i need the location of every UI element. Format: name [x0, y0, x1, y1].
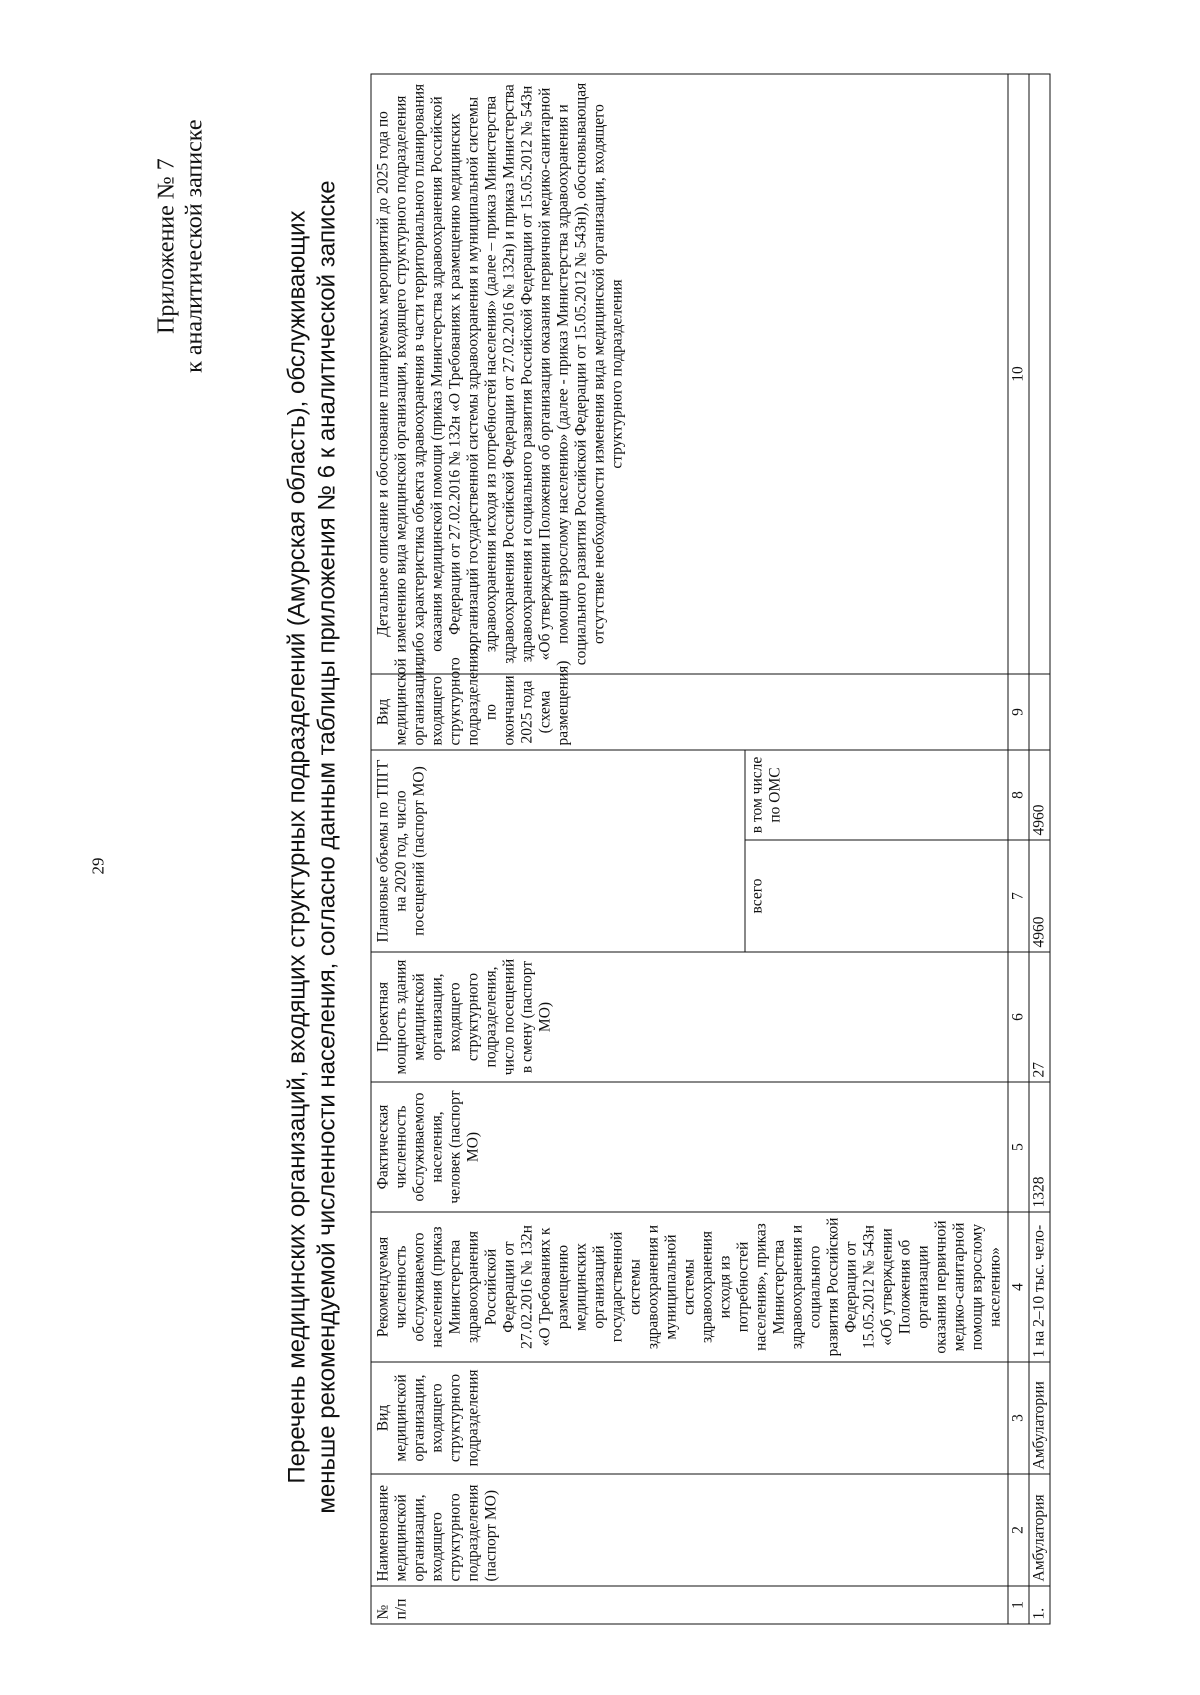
- column-number: 3: [1008, 1362, 1029, 1474]
- header-planned-volumes: Плановые объемы по ТПГГ на 2020 год, число посещений (паспорт МО): [371, 750, 745, 952]
- appendix-subtitle: к аналитической записке: [181, 119, 208, 373]
- column-number: 6: [1008, 952, 1029, 1082]
- row-description: [1029, 74, 1050, 674]
- column-number: 4: [1008, 1212, 1029, 1362]
- table-header-row: [371, 74, 745, 1624]
- row-organization-name: Амбулатория: [1029, 1474, 1050, 1586]
- header-number: № п/п: [371, 1586, 1008, 1624]
- header-recommended-population: Рекомендуемая численность обслуживаемого населения (приказ Министерства здравоохранения Российской Федерации от 27.02.2016 № 132н «О Требованиях к размещению медицинских организаций государственной системы здравоохранения и муниципальной системы здравоохранения исходя из потребностей населения», приказ Министерства здравоохранения и социального развития Российской Федерации от 15.05.2012 № 543н «Об утверждении Положения об организации оказания первичной медико-санитарной помощи взрослому населению»: [371, 1212, 1008, 1362]
- column-number: 10: [1008, 74, 1029, 674]
- header-organization-name: Наименование медицинской организации, входящего структурного подразделения (паспорт МО): [371, 1474, 1008, 1586]
- page-number: 29: [88, 857, 108, 875]
- column-number: 2: [1008, 1474, 1029, 1586]
- appendix-number: Приложение № 7: [153, 158, 180, 335]
- column-number: 9: [1008, 674, 1029, 750]
- header-type-2025: Вид медицинской организации, входящего структурного подразделения, по окончании 2025 года (схема размещения): [371, 674, 1008, 750]
- header-design-capacity: Проектная мощность здания медицинской организации, входящего структурного подразделения, число посещений в смену (паспорт МО): [371, 952, 1008, 1082]
- organizations-table: [371, 74, 1051, 1625]
- header-planned-total: всего: [745, 840, 1008, 952]
- header-planned-oms: в том числе по ОМС: [745, 750, 1008, 840]
- column-number: 5: [1008, 1082, 1029, 1212]
- column-number: 1: [1008, 1586, 1029, 1624]
- column-number: 8: [1008, 750, 1029, 840]
- document-title-line1: Перечень медицинских организаций, входящих структурных подразделений (Амурская область), обслуживающих: [283, 210, 311, 1484]
- table-row: [1029, 74, 1050, 1624]
- column-number-row: [1008, 74, 1029, 1624]
- document-title: [283, 40, 343, 1655]
- row-design-capacity: 27: [1029, 952, 1050, 1082]
- header-description: Детальное описание и обоснование планируемых мероприятий до 2025 года по изменению вида медицинской организации, входящего структурного подразделения либо характеристика объекта здравоохранения в части территориального планирования оказания медицинской помощи (приказ Министерства здравоохранения Российской Федерации от 27.02.2016 № 132н «О Требованиях к размещению медицинских организаций государственной системы здравоохранения и муниципальной системы здравоохранения исходя из потребностей населения» (далее – приказ Министерства здравоохранения Российской Федерации от 27.02.2016 № 132н) и приказ Министерства здравоохранения и социального развития Российской Федерации от 15.05.2012 № 543н «Об утверждении Положения об организации оказания первичной медико-санитарной помощи взрослому населению» (далее - приказ Министерства здравоохранения и социального развития Российской Федерации от 15.05.2012 № 543н)), обосновывающая отсутствие необходимости изменения вида медицинской организации, входящего структурного подразделения: [371, 74, 1008, 674]
- header-organization-type: Вид медицинской организации, входящего структурного подразделения: [371, 1362, 1008, 1474]
- document-sheet: [1, 0, 1200, 1695]
- row-actual-population: 1328: [1029, 1082, 1050, 1212]
- row-organization-type: Амбулатории: [1029, 1362, 1050, 1474]
- row-planned-total: 4960: [1029, 840, 1050, 952]
- row-planned-oms: 4960: [1029, 750, 1050, 840]
- row-number: 1.: [1029, 1586, 1050, 1624]
- document-title-line2: меньше рекомендуемой численности населения, согласно данным таблицы приложения № 6 к аналитической записке: [313, 180, 341, 1514]
- row-recommended-population: 1 на 2–10 тыс. чело-: [1029, 1212, 1050, 1362]
- column-number: 7: [1008, 840, 1029, 952]
- row-type-2025: [1029, 674, 1050, 750]
- appendix-heading: [153, 120, 209, 373]
- header-actual-population: Фактическая численность обслуживаемого населения, человек (паспорт МО): [371, 1082, 1008, 1212]
